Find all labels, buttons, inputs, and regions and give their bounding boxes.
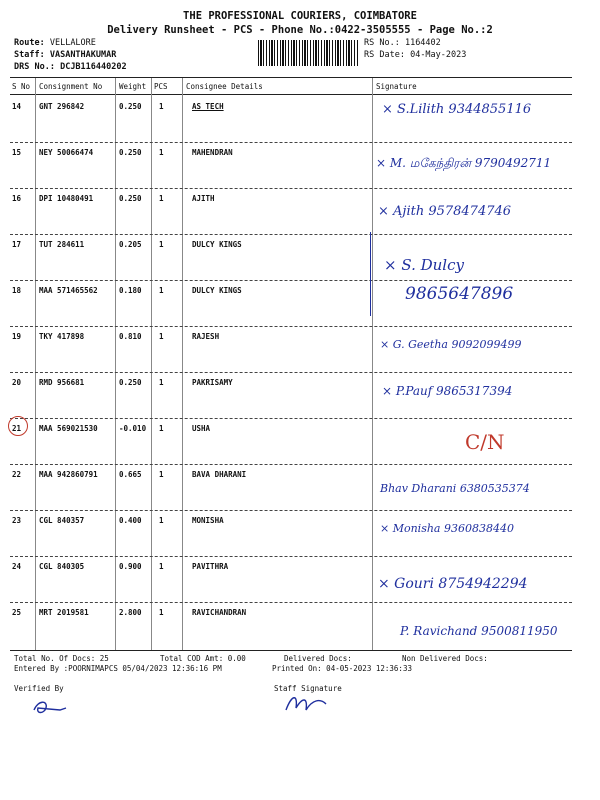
row-weight: 0.665 <box>119 470 142 479</box>
rs-date-label: RS Date: <box>364 50 405 60</box>
row-weight: 0.250 <box>119 194 142 203</box>
row-consignee: MONISHA <box>192 516 224 525</box>
delivered-docs: Delivered Docs: <box>284 654 352 663</box>
row-sno: 23 <box>12 516 22 525</box>
table-row <box>0 234 600 280</box>
row-weight: 0.250 <box>119 148 142 157</box>
col-consignee: Consignee Details <box>186 82 263 91</box>
table-row <box>0 372 600 418</box>
table-header-rule <box>10 94 572 95</box>
row-signature: × S.Lilith 9344855116 <box>382 102 532 117</box>
entered-by: Entered By :POORNIMAPCS 05/04/2023 12:36:16 PM <box>14 664 222 673</box>
row-weight: -0.010 <box>119 424 147 433</box>
row-sno: 19 <box>12 332 22 341</box>
drs-line <box>14 62 127 72</box>
table-row <box>0 96 600 142</box>
row-signature: × G. Geetha 9092099499 <box>380 338 522 351</box>
printed-on: Printed On: 04-05-2023 12:36:33 <box>272 664 412 673</box>
row-consignee: USHA <box>192 424 211 433</box>
row-weight: 2.800 <box>119 608 142 617</box>
row-pcs: 1 <box>159 194 164 203</box>
row-sno: 21 <box>12 424 22 433</box>
row-pcs: 1 <box>159 470 164 479</box>
row-consignee: PAVITHRA <box>192 562 229 571</box>
row-consignment-no: CGL 840305 <box>39 562 85 571</box>
table-row <box>0 418 600 464</box>
drs-value: DCJB116440202 <box>60 62 127 72</box>
total-docs: Total No. Of Docs: 25 <box>14 654 109 663</box>
col-weight: Weight <box>119 82 147 91</box>
row-consignee: AJITH <box>192 194 215 203</box>
row-consignment-no: MAA 571465562 <box>39 286 98 295</box>
col-pcs: PCS <box>154 82 168 91</box>
barcode-image <box>258 40 358 66</box>
table-row <box>0 280 600 326</box>
row-consignment-no: DPI 10480491 <box>39 194 94 203</box>
row-consignee: DULCY KINGS <box>192 240 242 249</box>
row-pcs: 1 <box>159 424 164 433</box>
row-sno: 15 <box>12 148 22 157</box>
staff-signature-image <box>282 690 332 716</box>
row-signature: × Monisha 9360838440 <box>380 522 514 535</box>
row-consignment-no: GNT 296842 <box>39 102 85 111</box>
table-row <box>0 556 600 602</box>
row-consignment-no: NEY 50066474 <box>39 148 94 157</box>
row-weight: 0.400 <box>119 516 142 525</box>
verified-by-signature-image <box>30 696 70 718</box>
row-consignment-no: CGL 840357 <box>39 516 85 525</box>
cn-red-annotation: C/N <box>465 430 505 454</box>
rs-no-line <box>364 38 441 48</box>
row-sno: 24 <box>12 562 22 571</box>
staff-line <box>14 50 116 60</box>
row-consignment-no: MAA 569021530 <box>39 424 98 433</box>
runsheet-subtitle: Delivery Runsheet - PCS - Phone No.:0422-3505555 - Page No.:2 <box>107 24 493 36</box>
row-weight: 0.250 <box>119 102 142 111</box>
row-sno: 17 <box>12 240 22 249</box>
table-bottom-rule <box>10 650 572 651</box>
row-consignee: DULCY KINGS <box>192 286 242 295</box>
col-sno: S No <box>12 82 31 91</box>
table-row <box>0 326 600 372</box>
row-sno: 22 <box>12 470 22 479</box>
row-sno: 20 <box>12 378 22 387</box>
row-pcs: 1 <box>159 240 164 249</box>
staff-signature-label: Staff Signature <box>274 684 342 693</box>
rs-no-value: 1164402 <box>404 38 441 48</box>
row-consignee: RAJESH <box>192 332 220 341</box>
row-consignment-no: MAA 942860791 <box>39 470 98 479</box>
row-consignee: BAVA DHARANI <box>192 470 247 479</box>
staff-label: Staff: <box>14 50 45 60</box>
row-pcs: 1 <box>159 148 164 157</box>
row-pcs: 1 <box>159 562 164 571</box>
row-signature: × S. Dulcy <box>384 256 464 274</box>
table-row <box>0 602 600 648</box>
table-row <box>0 510 600 556</box>
rs-date-line <box>364 50 466 60</box>
row-consignee: RAVICHANDRAN <box>192 608 247 617</box>
non-delivered-docs: Non Delivered Docs: <box>402 654 488 663</box>
table-row <box>0 142 600 188</box>
row-consignee: MAHENDRAN <box>192 148 233 157</box>
table-row <box>0 464 600 510</box>
route-label: Route: <box>14 38 45 48</box>
row-signature: × M. மகேந்திரன் 9790492711 <box>376 156 552 170</box>
row-weight: 0.180 <box>119 286 142 295</box>
rs-date-value: 04-May-2023 <box>410 50 467 60</box>
row-sno: 25 <box>12 608 22 617</box>
row-weight: 0.900 <box>119 562 142 571</box>
row-signature: × Gouri 8754942294 <box>378 576 528 592</box>
row-pcs: 1 <box>159 102 164 111</box>
row-signature: × P.Pauf 9865317394 <box>382 384 513 398</box>
total-cod: Total COD Amt: 0.00 <box>160 654 246 663</box>
verified-by-label: Verified By <box>14 684 64 693</box>
row-pcs: 1 <box>159 516 164 525</box>
row-consignee: AS TECH <box>192 102 224 111</box>
row-pcs: 1 <box>159 608 164 617</box>
row-sno: 16 <box>12 194 22 203</box>
row-pcs: 1 <box>159 332 164 341</box>
row-sno: 18 <box>12 286 22 295</box>
staff-value: VASANTHAKUMAR <box>49 50 117 60</box>
route-line <box>14 38 96 48</box>
row-consignment-no: RMD 956681 <box>39 378 85 387</box>
row-sno: 14 <box>12 102 22 111</box>
rs-no-label: RS No.: <box>364 38 400 48</box>
row-weight: 0.810 <box>119 332 142 341</box>
ink-bracket-mark <box>370 232 375 316</box>
row-weight: 0.250 <box>119 378 142 387</box>
drs-label: DRS No.: <box>14 62 55 72</box>
company-title: THE PROFESSIONAL COURIERS, COIMBATORE <box>183 10 417 22</box>
row-consignment-no: MRT 2019581 <box>39 608 89 617</box>
row-consignment-no: TUT 284611 <box>39 240 85 249</box>
table-row <box>0 188 600 234</box>
col-signature: Signature <box>376 82 417 91</box>
row-consignment-no: TKY 417898 <box>39 332 85 341</box>
row-signature: × Ajith 9578474746 <box>378 204 512 219</box>
row-consignee: PAKRISAMY <box>192 378 233 387</box>
row-signature: P. Ravichand 9500811950 <box>400 624 558 638</box>
table-top-rule <box>10 77 572 78</box>
row-pcs: 1 <box>159 286 164 295</box>
row-weight: 0.205 <box>119 240 142 249</box>
row-pcs: 1 <box>159 378 164 387</box>
col-consignment: Consignment No <box>39 82 103 91</box>
row-signature: 9865647896 <box>405 284 514 304</box>
row-signature: Bhav Dharani 6380535374 <box>380 482 530 495</box>
route-value: VELLALORE <box>49 38 96 48</box>
